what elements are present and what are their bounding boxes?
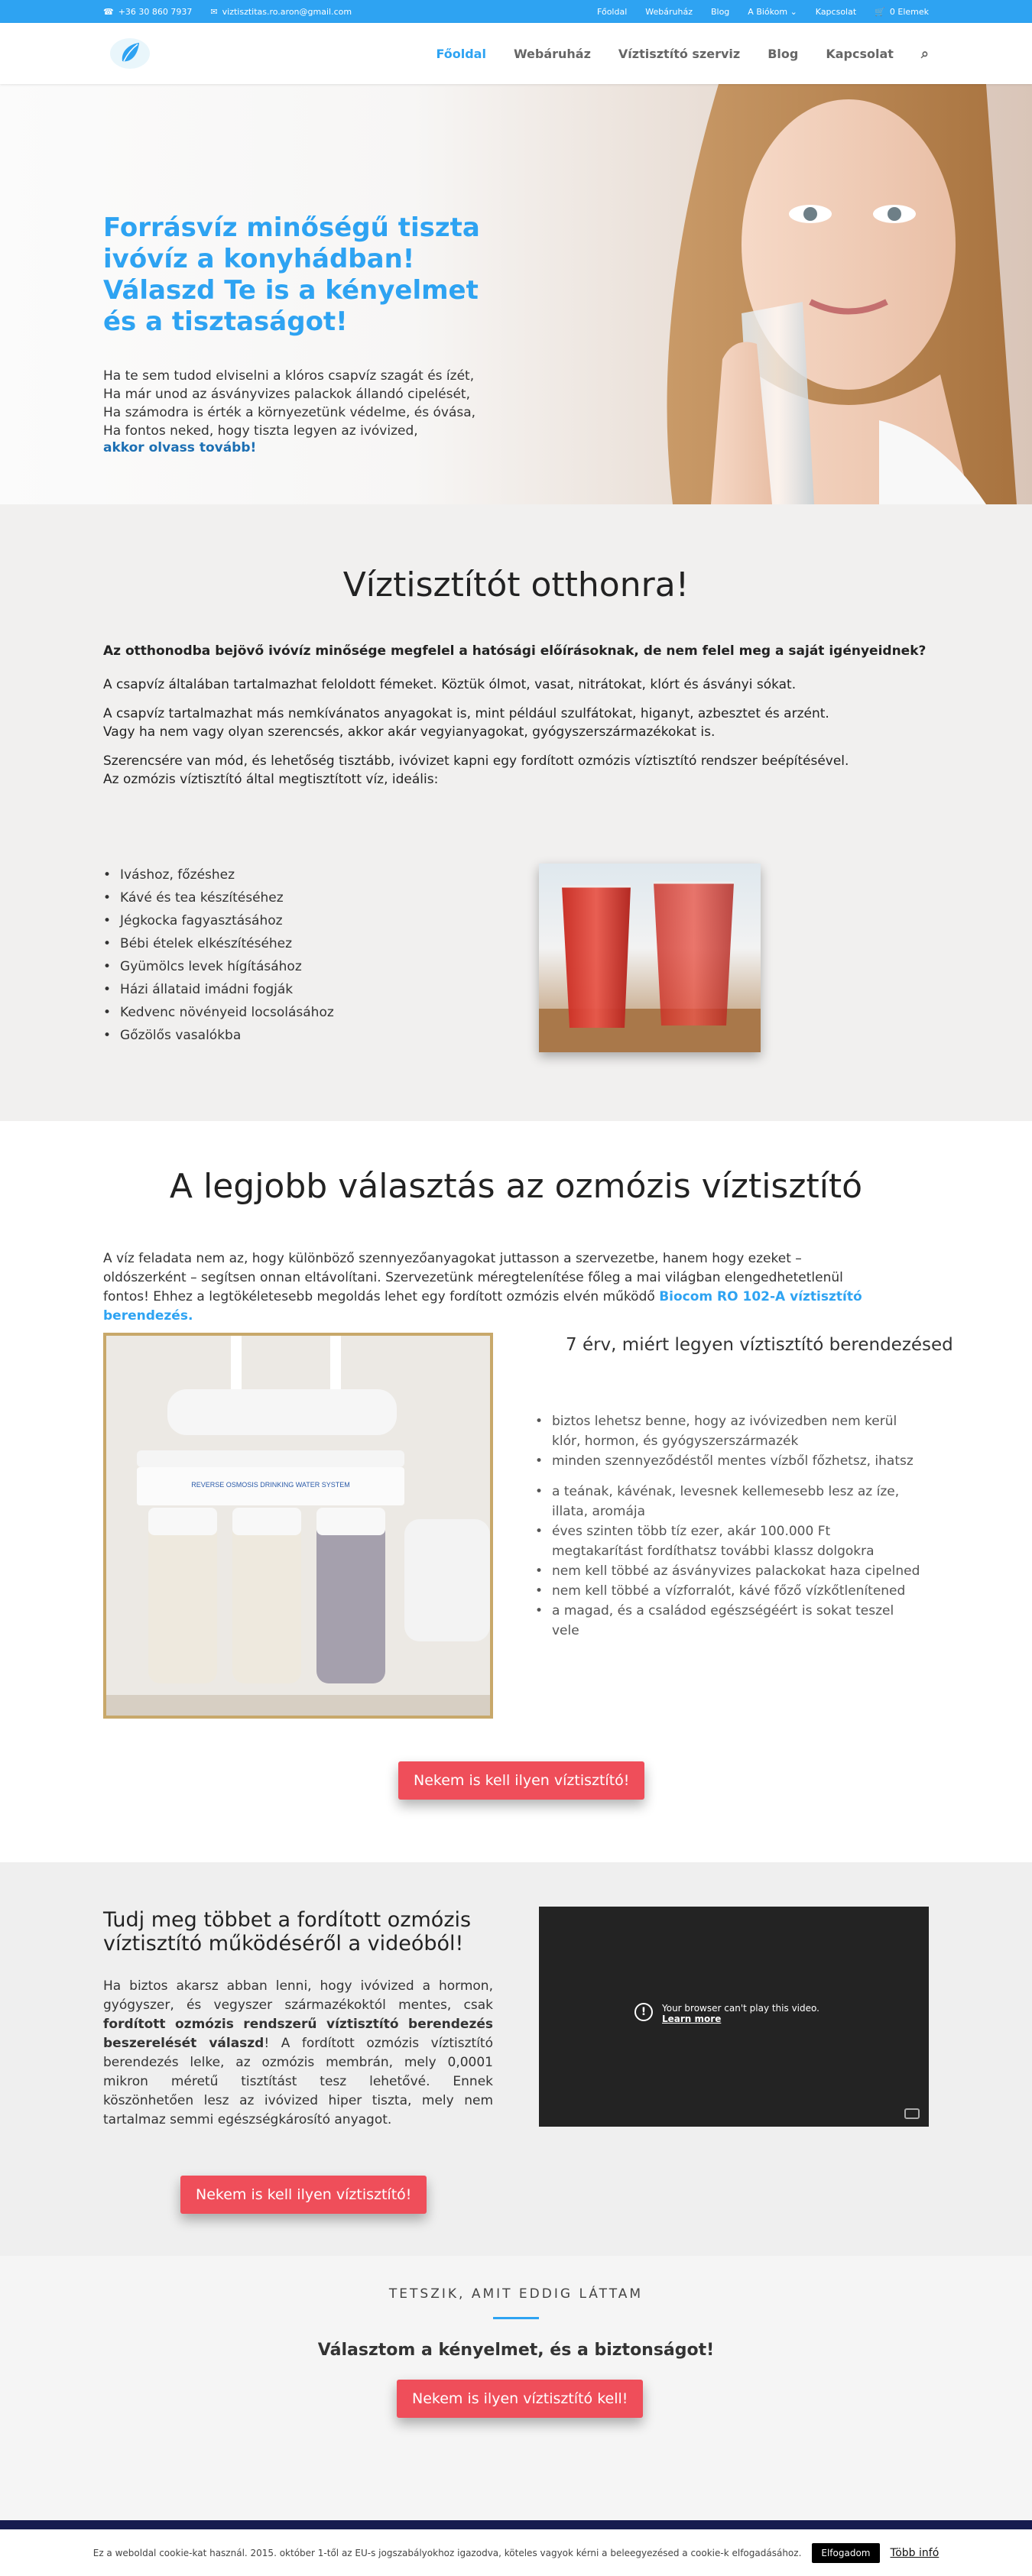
nav-item-service[interactable]: Víztisztító szerviz — [618, 46, 741, 61]
cart-count: 0 Elemek — [889, 6, 929, 17]
list-item: • biztos lehetsz benne, hogy az ivóvizedben nem kerül klór, hormon, és gyógyszerszármazék — [535, 1411, 925, 1451]
list-item: • nem kell többé az ásványvizes palackokat haza cipelned — [535, 1561, 925, 1581]
logo-drop-icon — [109, 37, 151, 70]
mail-icon: ✉ — [210, 6, 218, 17]
site-header — [0, 23, 1032, 84]
video-text-a: Ha biztos akarsz abban lenni, hogy ivóvized a hormon, gyógyszer, és vegyszer származékoktól mentes, csak — [103, 1978, 493, 2013]
list-item: • Házi állataid imádni fogják — [103, 978, 334, 1001]
hero-line-2: Ha már unod az ásványvizes palackok állandó cipelését, — [103, 387, 471, 402]
chevron-down-icon: ⌄ — [790, 6, 797, 17]
search-icon[interactable]: ⌕ — [920, 45, 929, 62]
nav-item-shop[interactable]: Webáruház — [513, 46, 591, 61]
youtube-icon[interactable] — [904, 2108, 920, 2119]
learn-more-link[interactable]: Learn more — [662, 2014, 722, 2024]
home-purifier-p2b: Vagy ha nem vagy olyan szerencsés, akkor akár vegyianyagokat, gyógyszerszármazékokat is. — [103, 724, 716, 740]
cta-kicker: TETSZIK, AMIT EDDIG LÁTTAM — [388, 2286, 644, 2302]
cookie-accept-button[interactable]: Elfogadom — [812, 2543, 879, 2563]
phone-icon: ☎ — [103, 6, 114, 17]
home-purifier-p2 — [103, 705, 929, 741]
ro-filter-image — [103, 1333, 493, 1719]
video-text-b: ! A fordított ozmózis víztisztító berendezés lelke, az ozmózis membrán, mely 0,0001 mikron méretű tisztítást tesz lehetővé. Ennek köszönhetően lesz az ivóvized hiper tiszta, mely nem tartalmaz semmi egészségkárosító anyagot. — [103, 2036, 493, 2127]
nav-item-home[interactable]: Főoldal — [436, 46, 486, 61]
best-choice-section — [0, 1121, 1032, 1862]
list-item: • nem kell többé a vízforralót, kávé főző vízkőtlenítened — [535, 1581, 925, 1601]
hero-title: Forrásvíz minőségű tiszta ivóvíz a konyhádban! Válaszd Te is a kényelmet és a tisztaságot! — [103, 212, 480, 337]
video-section-text — [103, 1977, 493, 2130]
video-player[interactable] — [539, 1907, 929, 2127]
email-address: viztisztitas.ro.aron@gmail.com — [222, 6, 352, 17]
cookie-text: Ez a weboldal cookie-kat használ. 2015. október 1-től az EU-s jogszabályokhoz igazodva, köteles vagyok kérni a beleegyezésed a cookie-k elfogadásához. — [92, 2547, 802, 2558]
divider — [493, 2317, 539, 2319]
home-purifier-p3a: Szerencsére van mód, és lehetőség tisztább, ivóvizet kapni egy fordított ozmózis víztisztító rendszer beépítésével. — [103, 753, 849, 769]
video-section-title: Tudj meg többet a fordított ozmózis víztisztító működéséről a videóból! — [103, 1908, 472, 1955]
email-info[interactable] — [210, 7, 352, 17]
order-button-2[interactable]: Nekem is kell ilyen víztisztító! — [180, 2176, 427, 2214]
list-item: • Jégkocka fagyasztásához — [103, 909, 334, 932]
top-link-blog[interactable]: Blog — [710, 6, 730, 17]
top-bar — [0, 0, 1032, 23]
top-link-shop[interactable]: Webáruház — [645, 6, 693, 17]
list-item: • éves szinten több tíz ezer, akár 100.000 Ft megtakarítást fordíthatsz további klassz dolgokra — [535, 1521, 925, 1561]
list-item: • minden szennyeződéstől mentes vízből főzhetsz, ihatsz — [535, 1451, 925, 1471]
best-choice-intro — [103, 1249, 883, 1326]
product-link[interactable]: Biocom RO 102-A víztisztító berendezés. — [103, 1289, 862, 1324]
list-item: • Kávé és tea készítéséhez — [103, 886, 334, 909]
nav-item-blog[interactable]: Blog — [768, 46, 799, 61]
home-purifier-lead: Az otthonodba bejövő ivóvíz minősége megfelel a hatósági előírásoknak, de nem felel meg a saját igényeidnek? — [103, 643, 927, 659]
top-link-account[interactable] — [748, 7, 797, 17]
hero-section — [0, 84, 1032, 504]
home-purifier-p1: A csapvíz általában tartalmazhat feloldott fémeket. Köztük ólmot, vasat, nitrátokat, klórt és ásványi sókat. — [103, 677, 797, 692]
list-item: • a magad, és a családod egészségéért is sokat teszel vele — [535, 1601, 925, 1641]
cookie-bar-edge — [0, 2520, 1032, 2529]
filter-label: REVERSE OSMOSIS DRINKING WATER SYSTEM — [191, 1481, 350, 1489]
cookie-bar — [0, 2529, 1032, 2576]
cta-title: Választom a kényelmet, és a biztonságot! — [317, 2341, 715, 2360]
top-link-home[interactable]: Főoldal — [597, 6, 628, 17]
list-item: • Gyümölcs levek hígításához — [103, 955, 334, 978]
phone-info[interactable] — [103, 7, 192, 17]
top-link-account-label: A Biókom — [748, 6, 788, 17]
juice-glasses-image — [539, 864, 761, 1052]
home-purifier-section — [0, 504, 1032, 1121]
main-nav — [436, 46, 929, 62]
home-purifier-p3b: Az ozmózis víztisztító által megtisztított víz, ideális: — [103, 772, 439, 787]
cookie-more-link[interactable]: Több infó — [890, 2546, 940, 2559]
list-item: • Kedvenc növényeid locsolásához — [103, 1001, 334, 1024]
best-choice-title: A legjobb választás az ozmózis víztisztító — [169, 1167, 863, 1206]
list-item: • a teának, kávénak, levesnek kellemesebb lesz az íze, illata, aromája — [535, 1482, 925, 1521]
hero-text — [103, 212, 501, 455]
phone-number: +36 30 860 7937 — [118, 6, 193, 17]
hero-line-4: Ha fontos neked, hogy tiszta legyen az ivóvized, — [103, 423, 418, 439]
site-logo[interactable] — [103, 36, 157, 71]
home-purifier-title: Víztisztítót otthonra! — [342, 565, 690, 604]
hero-woman-drinking-image — [451, 84, 1032, 504]
uses-list — [103, 864, 334, 1047]
cta-section — [0, 2256, 1032, 2520]
list-item: • Bébi ételek elkészítéséhez — [103, 932, 334, 955]
order-button-1[interactable]: Nekem is kell ilyen víztisztító! — [398, 1761, 644, 1800]
video-section — [0, 1862, 1032, 2256]
home-purifier-body — [103, 642, 929, 799]
hero-line-1: Ha te sem tudod elviselni a klóros csapvíz szagát és ízét, — [103, 368, 475, 384]
best-choice-intro-text: A víz feladata nem az, hogy különböző szennyezőanyagokat juttasson a szervezetbe, hanem hogy ezeket – oldószerként – segítsen onnan eltávolítani. Szervezetünk méregtelenítése főleg a mai világban elengedhetetlenül fontos! Ehhez a legtökéletesebb megoldás lehet egy fordított ozmózis elvén működő — [103, 1251, 843, 1304]
cart-icon: 🛒 — [875, 6, 885, 17]
alert-icon: ! — [634, 2003, 653, 2021]
hero-line-3: Ha számodra is érték a környezetünk védelme, és óvása, — [103, 405, 476, 420]
home-purifier-p3 — [103, 752, 929, 789]
order-button-3[interactable]: Nekem is ilyen víztisztító kell! — [397, 2380, 643, 2418]
list-item: • Iváshoz, főzéshez — [103, 864, 334, 886]
reasons-list — [535, 1411, 925, 1641]
cart-link[interactable] — [875, 7, 929, 17]
nav-item-contact[interactable]: Kapcsolat — [826, 46, 894, 61]
reasons-title: 7 érv, miért legyen víztisztító berendezésed — [566, 1335, 953, 1355]
home-purifier-p2a: A csapvíz tartalmazhat más nemkívánatos anyagokat is, mint például szulfátokat, higanyt, azbesztet és arzént. — [103, 706, 829, 721]
top-link-contact[interactable]: Kapcsolat — [815, 6, 857, 17]
list-item: • Gőzölős vasalókba — [103, 1024, 334, 1047]
read-more-link[interactable]: akkor olvass tovább! — [103, 440, 257, 455]
video-text-bold: fordított ozmózis rendszerű víztisztító berendezés beszerelését válaszd — [103, 2017, 493, 2051]
video-error-text: Your browser can't play this video. — [662, 2003, 819, 2014]
video-error-message — [634, 2003, 819, 2024]
